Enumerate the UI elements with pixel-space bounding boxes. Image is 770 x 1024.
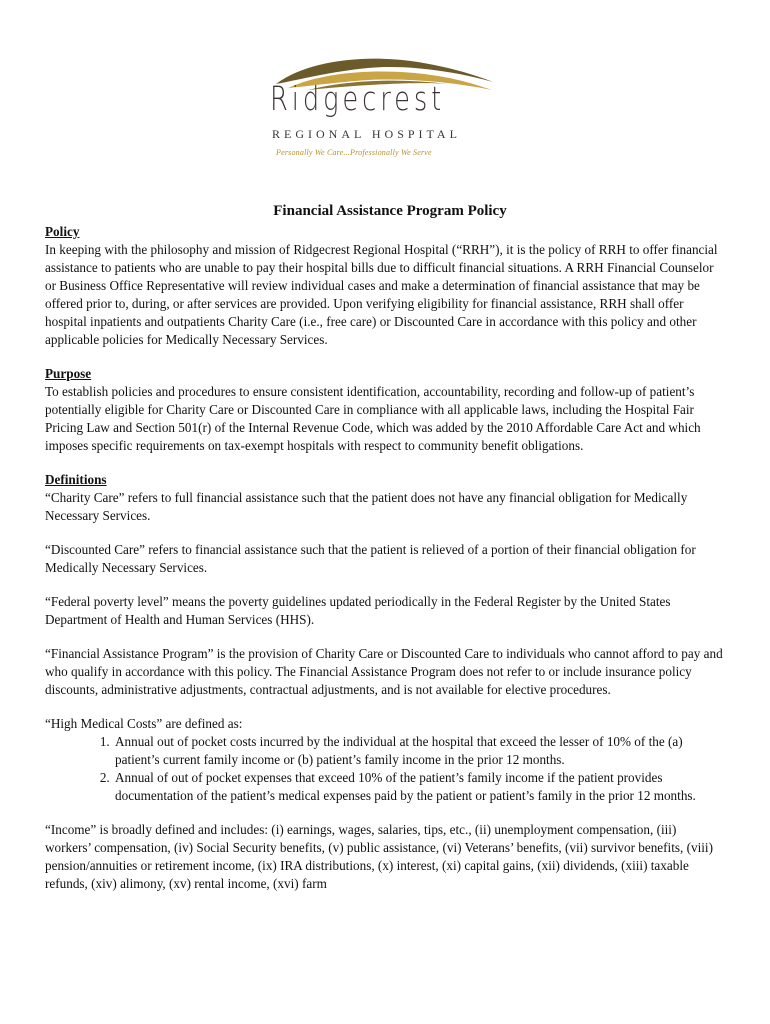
hospital-logo bbox=[248, 52, 508, 164]
policy-heading: Policy bbox=[45, 224, 80, 239]
logo-subtitle: REGIONAL HOSPITAL bbox=[272, 127, 461, 141]
policy-text: In keeping with the philosophy and mission of Ridgecrest Regional Hospital (“RRH”), it is the policy of RRH to offer financial assistance to patients who are unable to pay their hospital bills due to difficult financial situations. A RRH Financial Counselor or Business Office Representative will review individual cases and make a determination of financial assistance that may be offered prior to, during, or after services are provided. Upon verifying eligibility for financial assistance, RRH shall offer hospital inpatients and outpatients Charity Care (i.e., free care) or Discounted Care in accordance with this policy and other applicable policies for Medically Necessary Services. bbox=[45, 242, 718, 347]
high-medical-costs-list bbox=[45, 733, 725, 805]
purpose-heading: Purpose bbox=[45, 366, 92, 381]
definition-income: “Income” is broadly defined and includes: (i) earnings, wages, salaries, tips, etc., (ii) unemployment compensation, (iii) workers’ compensation, (iv) Social Security benefits, (v) public assistance, (vi) Veterans’ benefits, (vii) survivor benefits, (viii) pension/annuities or retirement income, (ix) IRA distributions, (x) interest, (xi) capital gains, (xii) dividends, (xiii) taxable refunds, (xiv) alimony, (xv) rental income, (xvi) farm bbox=[45, 822, 713, 891]
list-item: 2. Annual of out of pocket expenses that exceed 10% of the patient’s family income if the patient provides documentation of the patient’s medical expenses paid by the patient or patient’s family in the prior 12 months. bbox=[113, 769, 725, 805]
definition-charity-care: “Charity Care” refers to full financial assistance such that the patient does not have any financial obligation for Medically Necessary Services. bbox=[45, 490, 688, 523]
logo-name: Ridgecrest bbox=[270, 79, 446, 118]
definition-discounted-care: “Discounted Care” refers to financial assistance such that the patient is relieved of a portion of their financial obligation for Medically Necessary Services. bbox=[45, 542, 696, 575]
policy-document bbox=[45, 201, 725, 893]
list-item: 1. Annual out of pocket costs incurred by the individual at the hospital that exceed the lesser of 10% of the (a) patient’s current family income or (b) patient’s family income in the prior 12 months. bbox=[113, 733, 725, 769]
definition-high-medical-costs: “High Medical Costs” are defined as: bbox=[45, 716, 243, 731]
definition-federal-poverty-level: “Federal poverty level” means the poverty guidelines updated periodically in the Federal Register by the United States Department of Health and Human Services (HHS). bbox=[45, 594, 671, 627]
definitions-heading: Definitions bbox=[45, 472, 107, 487]
logo-tagline: Personally We Care...Professionally We Serve bbox=[276, 148, 432, 157]
definition-financial-assistance-program: “Financial Assistance Program” is the provision of Charity Care or Discounted Care to individuals who cannot afford to pay and who qualify in accordance with this policy. The Financial Assistance Program does not refer to or include insurance policy discounts, administrative adjustments, contractual adjustments, and is not available for elective procedures. bbox=[45, 646, 723, 697]
document-title: Financial Assistance Program Policy bbox=[273, 203, 507, 219]
purpose-text: To establish policies and procedures to ensure consistent identification, accountability, recording and follow-up of patient’s potentially eligible for Charity Care or Discounted Care in compliance with all applicable laws, including the Hospital Fair Pricing Law and Section 501(r) of the Internal Revenue Code, which was added by the 2010 Affordable Care Act and which imposes specific requirements on tax-exempt hospitals with respect to community benefit obligations. bbox=[45, 384, 701, 453]
